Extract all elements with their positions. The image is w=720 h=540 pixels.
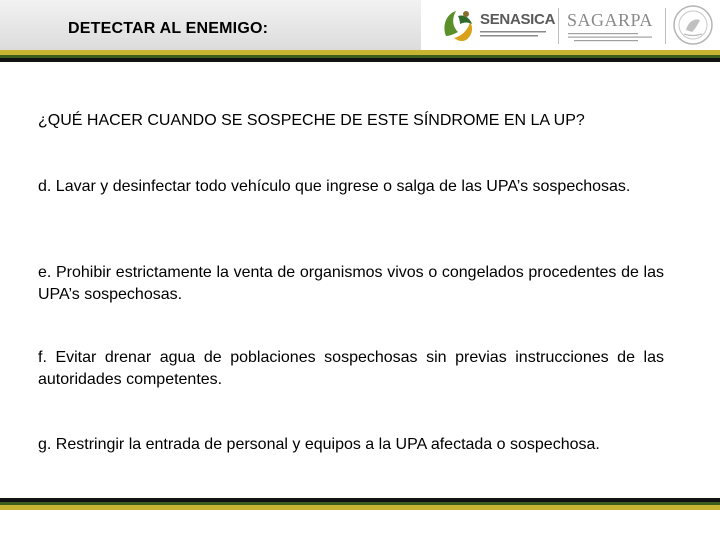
sagarpa-tagline-graphic [568,32,652,44]
list-item: e. Prohibir estrictamente la venta de organismos vivos o congelados procedentes de las UPA’s sospechosas. [38,264,664,303]
section-question: ¿QUÉ HACER CUANDO SE SOSPECHE DE ESTE SÍNDROME EN LA UP? [38,112,585,129]
slide-title: DETECTAR AL ENEMIGO: [68,20,269,37]
list-item: f. Evitar drenar agua de poblaciones sospechosas sin previas instrucciones de las autoridades competentes. [38,349,664,388]
logo-divider [665,8,666,44]
slide-header [0,0,720,50]
logo-divider [558,8,559,44]
mexico-seal-icon [672,4,714,46]
list-item: g. Restringir la entrada de personal y equipos a la UPA afectada o sospechosa. [38,436,600,453]
senasica-tagline-graphic [480,30,546,38]
header-stripe-black [0,58,720,62]
sagarpa-wordmark: SAGARPA [567,10,653,30]
footer-stripe-gold [0,505,720,510]
list-item: d. Lavar y desinfectar todo vehículo que ingrese o salga de las UPA’s sospechosas. [38,178,631,195]
senasica-wordmark: SENASICA [480,11,556,28]
